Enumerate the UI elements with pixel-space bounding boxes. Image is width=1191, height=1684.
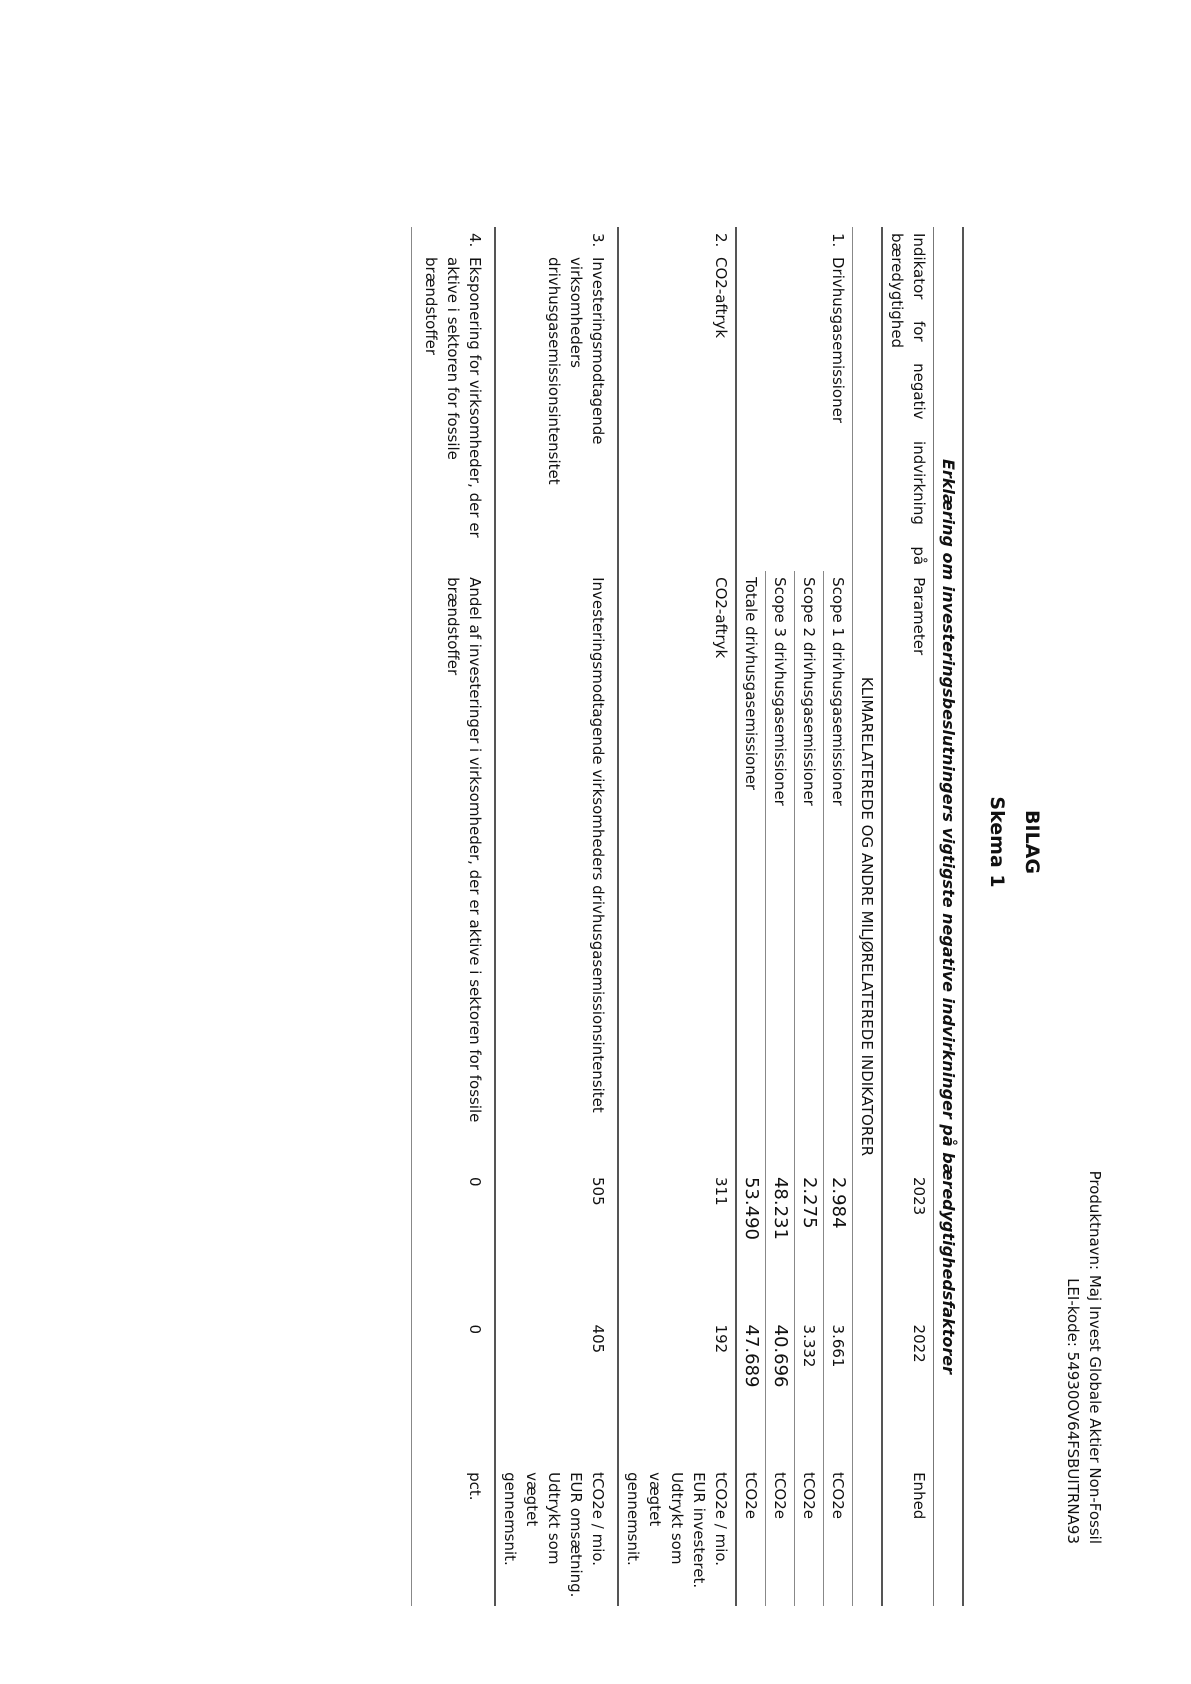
unit-cell: tCO2e (795, 1466, 824, 1606)
indicator-cell (618, 227, 736, 571)
lei-code: LEI-kode: 54930OV64FSBUITRNA93 (1064, 1278, 1082, 1544)
parameter-cell: Scope 2 drivhusgasemissioner (795, 571, 824, 1171)
table-row (618, 227, 736, 1606)
pai-table (411, 227, 964, 1606)
value-2023: 2.984 (824, 1171, 853, 1319)
indicator-index: 4. (466, 233, 484, 248)
indicator-cell (495, 227, 618, 571)
parameter-cell: Totale drivhusgasemissioner (736, 571, 766, 1171)
value-2023: 311 (618, 1171, 736, 1319)
unit-cell: pct. (412, 1466, 496, 1606)
parameter-cell: Andel af investeringer i virksomheder, der er aktive i sektoren for fossile brændstoffer (412, 571, 496, 1171)
unit-cell: tCO2e (824, 1466, 853, 1606)
unit-cell: tCO2e (736, 1466, 766, 1606)
indicator-name: Eksponering for virksomheder, der er aktive i sektoren for fossile brændstoffer (422, 257, 484, 538)
indicator-cell (412, 227, 496, 571)
value-2023: 2.275 (795, 1171, 824, 1319)
table-caption-row (934, 227, 964, 1606)
skema-title: Skema 1 (986, 796, 1008, 888)
value-2022: 3.661 (824, 1319, 853, 1467)
table-row (824, 227, 853, 1606)
value-2022: 47.689 (736, 1319, 766, 1467)
indicator-index: 3. (589, 233, 607, 248)
value-2023: 53.490 (736, 1171, 766, 1319)
header-2022: 2022 (882, 1319, 934, 1467)
parameter-cell: Scope 3 drivhusgasemissioner (766, 571, 795, 1171)
unit-cell: tCO2e / mio. EUR omsætning. Udtrykt som vægtet gennemsnit. (495, 1466, 618, 1606)
header-indicator: Indikator for negativ indvirkning på bæredygtighed (882, 227, 934, 571)
indicator-name: CO2-aftryk (712, 257, 730, 339)
bilag-title: BILAG (1021, 810, 1043, 874)
value-2023: 48.231 (766, 1171, 795, 1319)
indicator-cell (736, 227, 853, 571)
parameter-cell: Investeringsmodtagende virksomheders drivhusgasemissionsintensitet (495, 571, 618, 1171)
parameter-cell: Scope 1 drivhusgasemissioner (824, 571, 853, 1171)
indicator-index: 1. (829, 233, 847, 248)
product-name: Produktnavn: Maj Invest Globale Aktier Non-Fossil (1086, 1170, 1104, 1544)
indicator-name: Drivhusgasemissioner (829, 257, 847, 424)
value-2023: 505 (495, 1171, 618, 1319)
unit-cell: tCO2e / mio. EUR investeret. Udtrykt som vægtet gennemsnit. (618, 1466, 736, 1606)
indicator-index: 2. (712, 233, 730, 248)
document-header (1062, 1171, 1106, 1544)
table-row (495, 227, 618, 1606)
header-2023: 2023 (882, 1171, 934, 1319)
value-2023: 0 (412, 1171, 496, 1319)
table-header-row (882, 227, 934, 1606)
header-parameter: Parameter (882, 571, 934, 1171)
value-2022: 0 (412, 1319, 496, 1467)
table-row (412, 227, 496, 1606)
header-unit: Enhed (882, 1466, 934, 1606)
table-caption: Erklæring om investeringsbeslutningers vigtigste negative indvirkninger på bæredygtighedsfaktorer (934, 227, 964, 1606)
indicator-name: Investeringsmodtagende virksomheders drivhusgasemissionsintensitet (545, 257, 607, 485)
value-2022: 192 (618, 1319, 736, 1467)
value-2022: 405 (495, 1319, 618, 1467)
section-heading: KLIMARELATEREDE OG ANDRE MILJØRELATEREDE INDIKATORER (853, 227, 883, 1606)
value-2022: 3.332 (795, 1319, 824, 1467)
value-2022: 40.696 (766, 1319, 795, 1467)
parameter-cell: CO2-aftryk (618, 571, 736, 1171)
unit-cell: tCO2e (766, 1466, 795, 1606)
section-row (853, 227, 883, 1606)
